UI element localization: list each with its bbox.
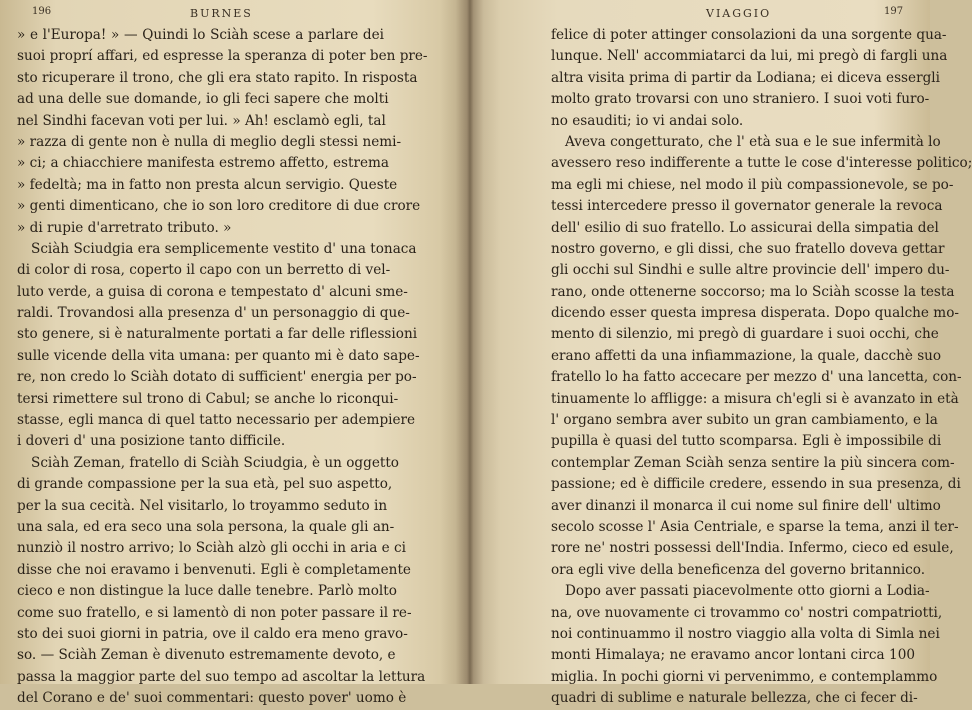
text-line: come suo fratello, e si lamentò di non poter passare il re- — [17, 604, 412, 621]
text-line: passione; ed è difficile credere, essendo in sua presenza, di — [551, 476, 961, 493]
text-line: quadri di sublime e naturale bellezza, che ci fecer di- — [551, 690, 918, 707]
text-line: so. — Sciàh Zeman è divenuto estremamente devoto, e — [17, 647, 396, 664]
text-block — [17, 25, 428, 710]
text-line: l' organo sembra aver subito un gran cambiamento, e la — [551, 412, 938, 429]
text-line: Sciàh Zeman, fratello di Sciàh Sciudgia, è un oggetto — [31, 454, 399, 471]
text-line: per la sua cecità. Nel visitarlo, lo troyammo seduto in — [17, 497, 388, 514]
text-line: altra visita prima di partir da Lodiana; ei diceva essergli — [551, 69, 940, 86]
text-line: miglia. In pochi giorni vi pervenimmo, e contemplammo — [551, 668, 938, 685]
text-line: sulle vicende della vita umana: per quanto mi è dato sape- — [17, 347, 420, 364]
text-line: rore ne' nostri possessi dell'India. Infermo, cieco ed esule, — [551, 540, 954, 557]
text-block — [551, 25, 972, 710]
text-line: » e l'Europa! » — Quindi lo Sciàh scese a parlare dei — [17, 27, 384, 43]
left-page — [0, 0, 465, 707]
text-line: tinuamente lo affligge: a misura ch'egli si è avanzato in età — [551, 390, 959, 407]
text-line: disse che noi eravamo i benvenuti. Egli è completamente — [17, 561, 411, 578]
text-line: stasse, egli manca di quel tatto necessario per adempiere — [17, 412, 416, 429]
text-line: gli occhi sul Sindhi e sulle altre provincie dell' impero du- — [551, 262, 950, 279]
text-line: na, ove nuovamente ci trovammo co' nostri compatriotti, — [551, 604, 943, 621]
text-line: » razza di gente non è nulla di meglio degli stessi nemi- — [17, 133, 402, 150]
running-head: VIAGGIO — [706, 7, 772, 20]
text-line: suoi proprí affari, ed espresse la speranza di poter ben pre- — [17, 48, 428, 65]
text-line: i doveri d' una posizione tanto difficile. — [17, 433, 286, 450]
text-line: erano affetti da una infiammazione, la quale, dacchè suo — [551, 347, 942, 364]
text-line: » fedeltà; ma in fatto non presta alcun servigio. Queste — [17, 176, 398, 193]
text-line: tersi rimettere sul trono di Cabul; se anche lo riconqui- — [17, 390, 399, 407]
text-line: re, non credo lo Sciàh dotato di sufficient' energia per po- — [17, 369, 417, 386]
text-line: passa la maggior parte del suo tempo ad ascoltar la lettura — [17, 668, 426, 685]
text-line: monti Himalaya; ne eravamo ancor lontani circa 100 — [551, 647, 915, 664]
text-line: di grande compassione per la sua età, pel suo aspetto, — [17, 476, 393, 493]
text-line: » di rupie d'arretrato tributo. » — [17, 219, 232, 236]
text-line: dell' esilio di suo fratello. Lo assicurai della simpatia del — [551, 219, 939, 236]
text-line: ad una delle sue domande, io gli feci sapere che molti — [17, 91, 389, 108]
text-line: tessi intercedere presso il governator generale la revoca — [551, 198, 943, 215]
right-page — [466, 0, 972, 707]
text-line: noi continuammo il nostro viaggio alla volta di Simla nei — [551, 625, 940, 642]
text-line: » ci; a chiacchiere manifesta estremo affetto, estrema — [17, 155, 390, 172]
text-line: molto grato trovarsi con uno straniero. I suoi voti furo- — [551, 91, 930, 108]
text-line: nel Sindhi facevan voti per lui. » Ah! esclamò egli, tal — [17, 112, 386, 129]
text-line: ma egli mi chiese, nel modo il più compassionevole, se po- — [551, 176, 954, 193]
text-line: aver dinanzi il monarca il cui nome sul finire dell' ultimo — [551, 497, 941, 514]
text-line: avessero reso indifferente a tutte le cose d'interesse politico; — [551, 155, 972, 172]
text-line: felice di poter attinger consolazioni da una sorgente qua- — [551, 27, 947, 43]
page-number: 196 — [32, 6, 52, 17]
text-line: dicendo esser questa impresa disperata. Dopo qualche mo- — [551, 305, 959, 322]
text-line: cieco e non distingue la luce dalle tenebre. Parlò molto — [17, 583, 397, 600]
text-line: » genti dimenticano, che io son loro creditore di due crore — [17, 198, 421, 215]
text-line: sto genere, si è naturalmente portati a far delle riflessioni — [17, 326, 418, 343]
text-line: nostro governo, e gli dissi, che suo fratello doveva gettar — [551, 240, 945, 257]
text-line: Aveva congetturato, che l' età sua e le sue infermità lo — [565, 133, 941, 150]
text-line: no esauditi; io vi andai solo. — [551, 112, 744, 129]
text-line: fratello lo ha fatto accecare per mezzo d' una lancetta, con- — [551, 369, 962, 386]
text-line: secolo scosse l' Asia Centriale, e sparse la tema, anzi il ter- — [551, 518, 959, 535]
text-line: del Corano e de' suoi commentari: questo pover' uomo è — [17, 690, 407, 707]
text-line: mento di silenzio, mi pregò di guardare i suoi occhi, che — [551, 326, 939, 343]
text-line: Dopo aver passati piacevolmente otto giorni a Lodia- — [565, 583, 930, 600]
text-line: contemplar Zeman Sciàh senza sentire la più sincera com- — [551, 454, 955, 471]
text-line: sto dei suoi giorni in patria, ove il caldo era meno gravo- — [17, 625, 408, 642]
page-number: 197 — [884, 6, 904, 17]
text-line: pupilla è quasi del tutto scomparsa. Egli è impossibile di — [551, 433, 942, 450]
running-head: BURNES — [190, 7, 253, 20]
text-line: raldi. Trovandosi alla presenza d' un personaggio di que- — [17, 305, 410, 322]
text-line: rano, onde ottenerne soccorso; ma lo Sciàh scosse la testa — [551, 283, 955, 300]
text-line: Sciàh Sciudgia era semplicemente vestito d' una tonaca — [31, 240, 417, 257]
text-line: ora egli vive della beneficenza del governo britannico. — [551, 561, 926, 578]
text-line: sto ricuperare il trono, che gli era stato rapito. In risposta — [17, 69, 418, 86]
text-line: di color di rosa, coperto il capo con un berretto di vel- — [17, 262, 391, 279]
text-line: una sala, ed era seco una sola persona, la quale gli an- — [17, 518, 395, 535]
text-line: lunque. Nell' accommiatarci da lui, mi pregò di fargli una — [551, 48, 948, 65]
text-line: nunziò il nostro arrivo; lo Sciàh alzò gli occhi in aria e ci — [17, 540, 406, 557]
text-line: luto verde, a guisa di corona e tempestato d' alcuni sme- — [17, 283, 408, 300]
